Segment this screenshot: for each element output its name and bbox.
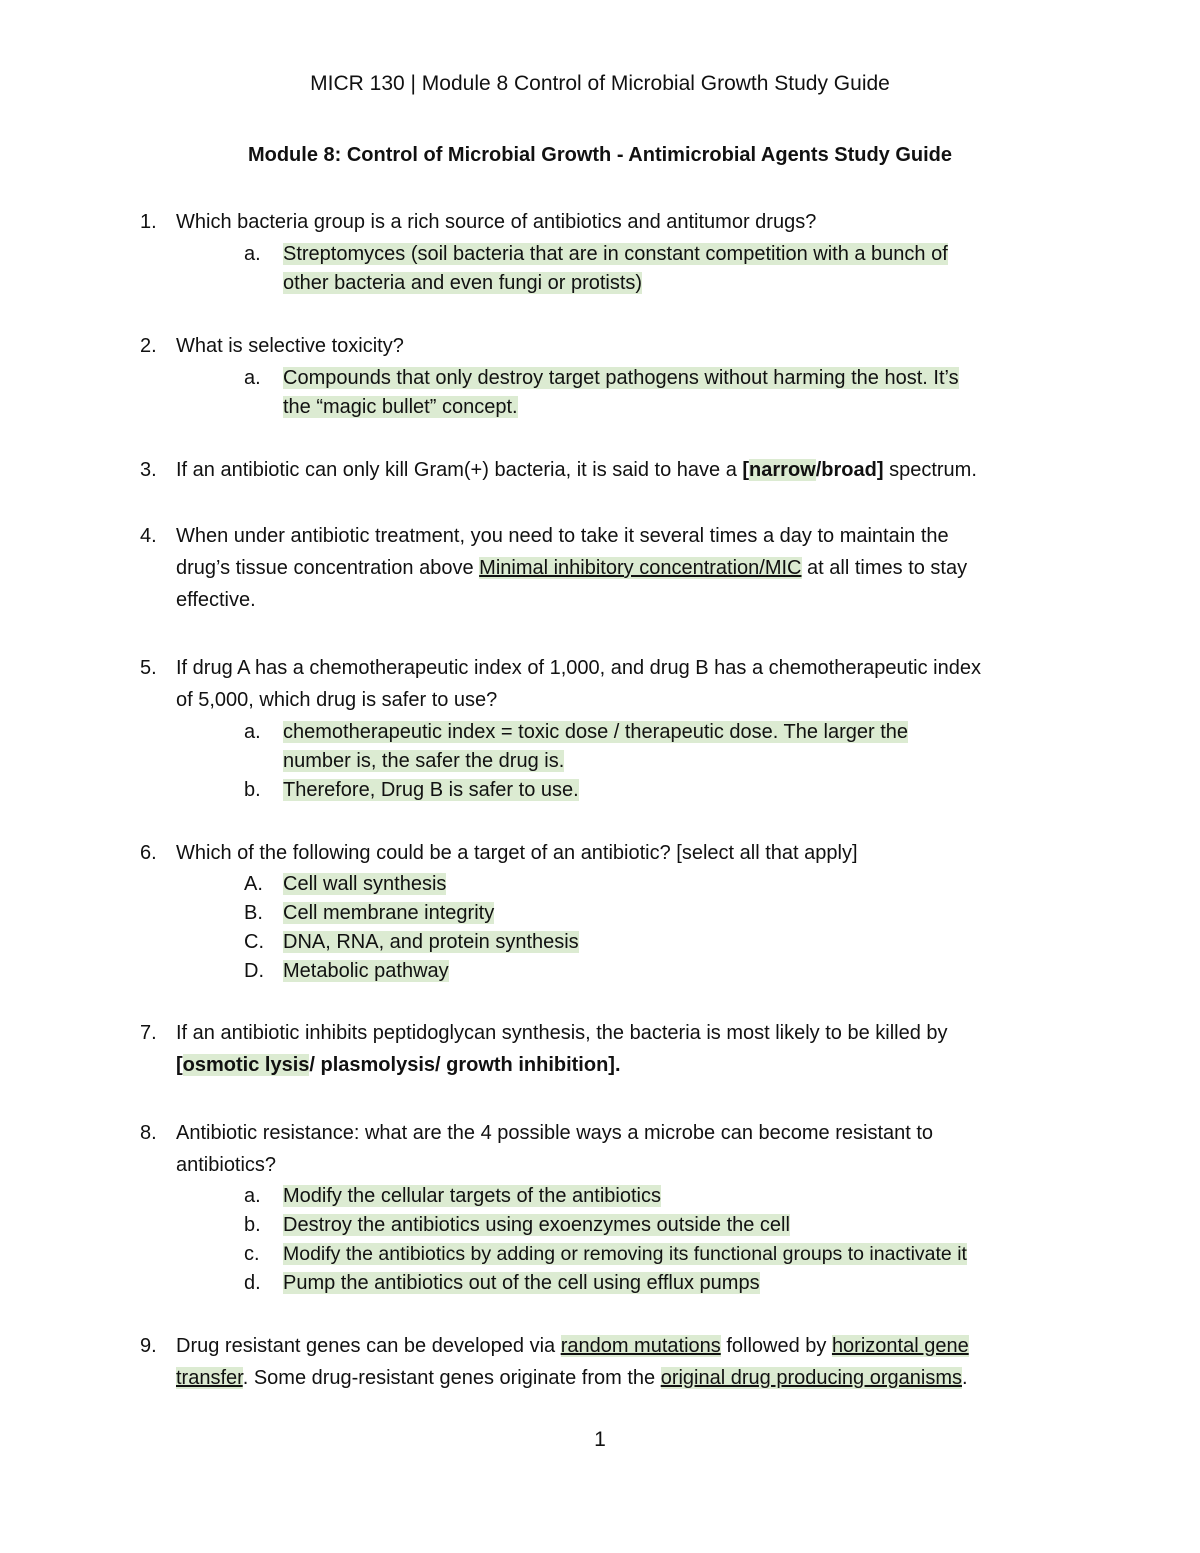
answer-highlight: transfer	[176, 1367, 243, 1389]
question-text: .	[961, 1367, 968, 1389]
question-number: 7.	[140, 1022, 157, 1044]
question-number: 1.	[140, 211, 157, 233]
bracket: [	[176, 1054, 183, 1076]
option-label: A.	[244, 873, 263, 895]
question-text: Drug resistant genes can be developed via	[176, 1335, 561, 1357]
question-7	[140, 1017, 1050, 1081]
answer-text: Modify the cellular targets of the antibiotics	[283, 1185, 661, 1207]
option-d	[244, 957, 1064, 986]
answer-text: the “magic bullet” concept.	[283, 396, 518, 418]
option-text: Metabolic pathway	[283, 960, 449, 982]
question-8	[140, 1117, 1050, 1181]
question-text: When under antibiotic treatment, you need to take it several times a day to maintain the	[176, 525, 949, 547]
answer-text: Therefore, Drug B is safer to use.	[283, 779, 579, 801]
answer-5b	[244, 776, 1064, 805]
choice-options: / plasmolysis/ growth inhibition].	[309, 1054, 621, 1076]
answer-text: chemotherapeutic index = toxic dose / therapeutic dose. The larger the	[283, 721, 909, 743]
choice-options: /broad]	[815, 459, 884, 481]
answer-label: a.	[244, 367, 261, 389]
answer-label: b.	[244, 779, 261, 801]
question-text: effective.	[176, 589, 256, 611]
page-number: 1	[594, 1428, 606, 1451]
question-2	[140, 330, 1050, 362]
page-header: MICR 130 | Module 8 Control of Microbial Growth Study Guide	[310, 72, 890, 95]
question-number: 6.	[140, 842, 157, 864]
answer-label: d.	[244, 1272, 261, 1294]
answer-8b	[244, 1211, 1064, 1240]
option-a	[244, 870, 1064, 899]
question-text: spectrum.	[883, 459, 977, 481]
answer-highlight: osmotic lysis	[182, 1054, 310, 1076]
question-1	[140, 206, 1050, 238]
answer-text: Pump the antibiotics out of the cell using efflux pumps	[283, 1272, 760, 1294]
answer-8a	[244, 1182, 1064, 1211]
question-text: What is selective toxicity?	[176, 335, 404, 357]
answer-highlight: narrow	[749, 459, 816, 481]
answer-label: a.	[244, 243, 261, 265]
answer-highlight: random mutations	[560, 1335, 721, 1357]
question-number: 3.	[140, 459, 157, 481]
question-text: If an antibiotic inhibits peptidoglycan synthesis, the bacteria is most likely to be killed by	[176, 1022, 948, 1044]
option-c	[244, 928, 1064, 957]
question-number: 8.	[140, 1122, 157, 1144]
answer-2a	[244, 364, 1064, 422]
question-4	[140, 520, 1050, 616]
bracket: [	[742, 459, 750, 481]
question-text: Which bacteria group is a rich source of antibiotics and antitumor drugs?	[176, 211, 817, 233]
question-text: Which of the following could be a target of an antibiotic? [select all that apply]	[176, 842, 858, 864]
answer-highlight: original drug producing organisms	[660, 1367, 962, 1389]
answer-label: a.	[244, 721, 261, 743]
answer-text: Modify the antibiotics by adding or removing its functional groups to inactivate it	[283, 1243, 967, 1265]
question-text: of 5,000, which drug is safer to use?	[176, 689, 498, 711]
answer-text: Compounds that only destroy target pathogens without harming the host. It’s	[283, 367, 959, 389]
question-5	[140, 652, 1050, 716]
answer-highlight: Minimal inhibitory concentration/MIC	[479, 557, 802, 579]
answer-1a	[244, 240, 1064, 298]
question-number: 4.	[140, 525, 157, 547]
option-text: DNA, RNA, and protein synthesis	[283, 931, 579, 953]
question-number: 2.	[140, 335, 157, 357]
question-3	[140, 454, 1050, 486]
answer-label: b.	[244, 1214, 261, 1236]
question-text: . Some drug-resistant genes originate from the	[242, 1367, 661, 1389]
answer-highlight: horizontal gene	[831, 1335, 969, 1357]
question-text: antibiotics?	[176, 1154, 277, 1176]
question-text: followed by	[720, 1335, 832, 1357]
answer-8c	[244, 1240, 1124, 1269]
option-label: C.	[244, 931, 264, 953]
answer-label: c.	[244, 1243, 260, 1265]
question-text: drug’s tissue concentration above	[176, 557, 480, 579]
option-text: Cell membrane integrity	[283, 902, 495, 924]
page-title: Module 8: Control of Microbial Growth - Antimicrobial Agents Study Guide	[247, 144, 953, 166]
answer-text: other bacteria and even fungi or protists)	[283, 272, 643, 294]
option-label: B.	[244, 902, 263, 924]
answer-5a	[244, 718, 1064, 776]
question-number: 5.	[140, 657, 157, 679]
option-label: D.	[244, 960, 264, 982]
question-text: If drug A has a chemotherapeutic index of 1,000, and drug B has a chemotherapeutic index	[176, 657, 981, 679]
answer-label: a.	[244, 1185, 261, 1207]
question-text: Antibiotic resistance: what are the 4 possible ways a microbe can become resistant to	[176, 1122, 934, 1144]
question-6	[140, 837, 1050, 869]
answer-text: number is, the safer the drug is.	[283, 750, 565, 772]
option-b	[244, 899, 1064, 928]
answer-8d	[244, 1269, 1064, 1298]
option-text: Cell wall synthesis	[283, 873, 447, 895]
answer-text: Destroy the antibiotics using exoenzymes outside the cell	[283, 1214, 790, 1236]
question-text: If an antibiotic can only kill Gram(+) bacteria, it is said to have a	[176, 459, 743, 481]
question-9	[140, 1330, 1050, 1394]
question-number: 9.	[140, 1335, 157, 1357]
answer-text: Streptomyces (soil bacteria that are in constant competition with a bunch of	[283, 243, 948, 265]
question-text: at all times to stay	[801, 557, 968, 579]
